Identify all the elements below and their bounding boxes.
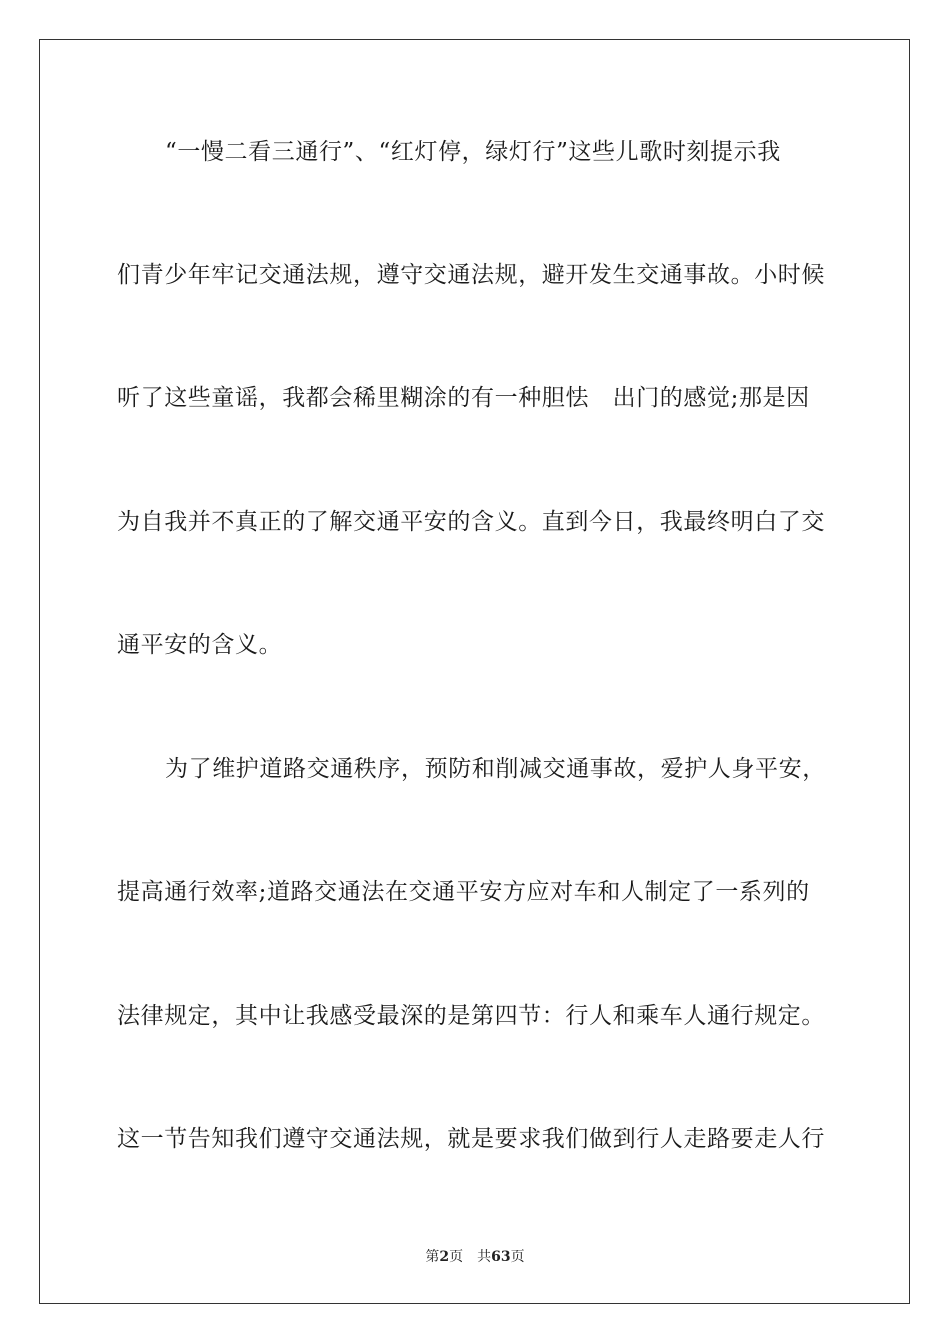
page-middle-text: 页 共 <box>449 1249 492 1265</box>
page-prefix: 第 <box>425 1249 440 1265</box>
paragraph-2-line-4: 这一节告知我们遵守交通法规，就是要求我们做到行人走路要走人行 <box>117 1126 825 1152</box>
page-suffix: 页 <box>510 1249 525 1265</box>
current-page-number: 2 <box>439 1249 450 1265</box>
paragraph-2-line-3: 法律规定，其中让我感受最深的是第四节：行人和乘车人通行规定。 <box>117 1003 825 1029</box>
paragraph-1-line-5: 通平安的含义。 <box>117 632 283 658</box>
paragraph-1-line-2: 们青少年牢记交通法规，遵守交通法规，避开发生交通事故。小时候 <box>117 262 825 288</box>
page-footer <box>0 1248 950 1266</box>
total-page-count: 63 <box>491 1249 511 1265</box>
paragraph-2-line-1: 为了维护道路交通秩序，预防和削减交通事故，爱护人身平安， <box>165 756 826 782</box>
paragraph-1-line-3: 听了这些童谣，我都会稀里糊涂的有一种胆怯 出门的感觉;那是因 <box>117 385 810 411</box>
paragraph-1-line-4: 为自我并不真正的了解交通平安的含义。直到今日，我最终明白了交 <box>117 509 825 535</box>
page-border <box>39 39 910 1304</box>
paragraph-2-line-2: 提高通行效率;道路交通法在交通平安方应对车和人制定了一系列的 <box>117 879 810 905</box>
paragraph-1-line-1: “一慢二看三通行”、“红灯停，绿灯行”这些儿歌时刻提示我 <box>165 139 781 165</box>
